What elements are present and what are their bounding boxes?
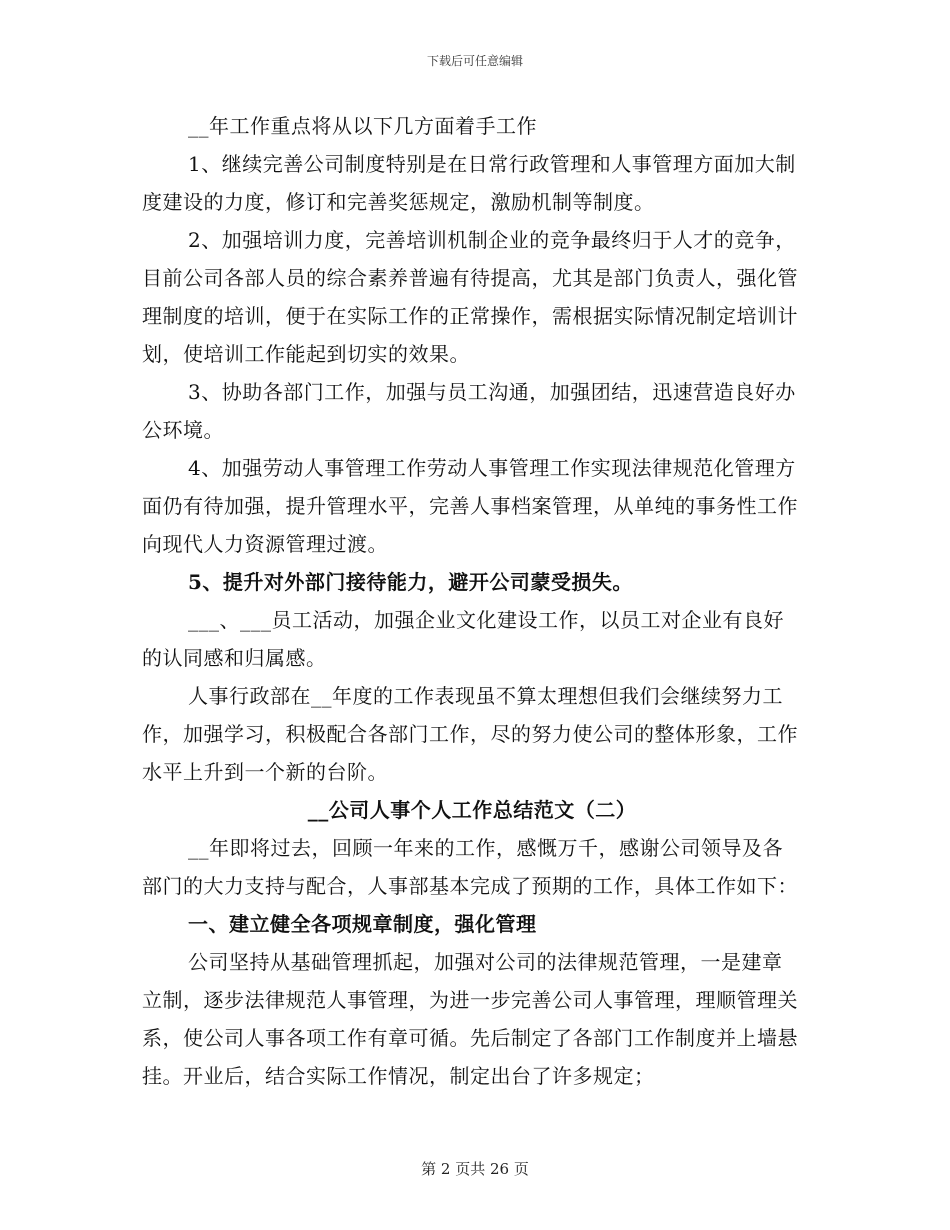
- paragraph-activities: ___、___员工活动，加强企业文化建设工作，以员工对企业有良好的认同感和归属感。: [142, 608, 784, 670]
- page-number: 第 2 页共 26 页: [421, 1160, 529, 1178]
- page-header: 下载后可任意编辑: [426, 54, 523, 68]
- document-body: [142, 107, 802, 1095]
- paragraph-item-4: 4、加强劳动人事管理工作劳动人事管理工作实现法律规范化管理方面仍有待加强，提升管理水平，完善人事档案管理，从单纯的事务性工作向现代人力资源管理过渡。: [142, 456, 798, 556]
- paragraph-summary-intro: __年即将过去，回顾一年来的工作，感慨万千，感谢公司领导及各部门的大力支持与配合，人事部基本完成了预期的工作，具体工作如下：: [142, 836, 798, 898]
- paragraph-item-2: 2、加强培训力度，完善培训机制企业的竞争最终归于人才的竞争，目前公司各部人员的综合素养普遍有待提高，尤其是部门负责人，强化管理制度的培训，便于在实际工作的正常操作，需根据实际情况制定培训计划，使培训工作能起到切实的效果。: [142, 228, 798, 366]
- paragraph-item-3: 3、协助各部门工作，加强与员工沟通，加强团结，迅速营造良好办公环境。: [142, 380, 796, 442]
- section-title: __公司人事个人工作总结范文（二）: [307, 798, 637, 822]
- paragraph-closing: 人事行政部在__年度的工作表现虽不算太理想但我们会继续努力工作，加强学习，积极配合各部门工作，尽的努力使公司的整体形象，工作水平上升到一个新的台阶。: [142, 684, 798, 784]
- paragraph-intro: __年工作重点将从以下几方面着手工作: [188, 114, 537, 138]
- paragraph-section-one: 公司坚持从基础管理抓起，加强对公司的法律规范管理，一是建章立制，逐步法律规范人事管理，为进一步完善公司人事管理，理顺管理关系，使公司人事各项工作有章可循。先后制定了各部门工作制度并上墙悬挂。开业后，结合实际工作情况，制定出台了许多规定；: [142, 950, 798, 1088]
- heading-item-5: 5、提升对外部门接待能力，避开公司蒙受损失。: [188, 570, 633, 594]
- heading-section-one: 一、建立健全各项规章制度，强化管理: [188, 912, 537, 936]
- paragraph-item-1: 1、继续完善公司制度特别是在日常行政管理和人事管理方面加大制度建设的力度，修订和完善奖惩规定，激励机制等制度。: [142, 152, 796, 214]
